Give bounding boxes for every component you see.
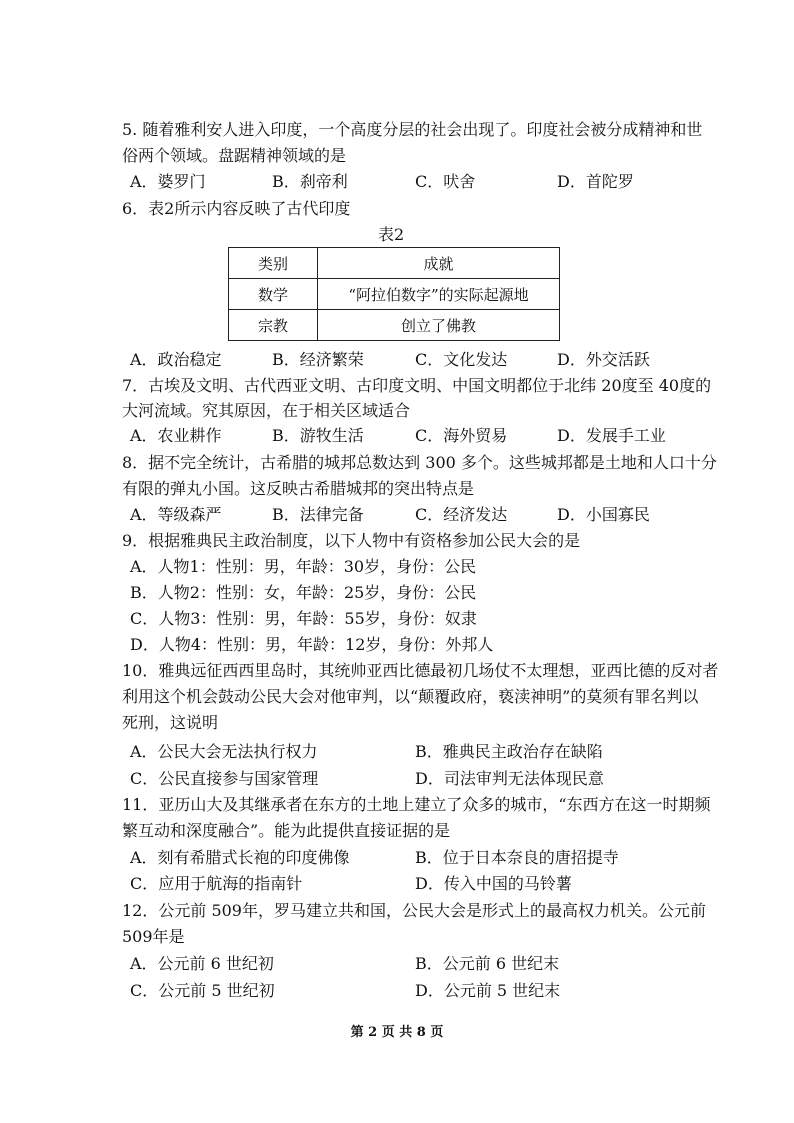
q12-option-d: D．公元前 5 世纪末	[415, 981, 561, 1000]
q7-option-d: D．发展手工业	[557, 426, 666, 445]
q9-option-d: D．人物4：性别：男，年龄：12岁，身份：外邦人	[130, 635, 494, 654]
q8-option-d: D．小国寡民	[557, 505, 650, 524]
table-cell: 宗教	[229, 310, 318, 341]
table-header-achievement: 成就	[318, 248, 560, 279]
q5-option-b: B．刹帝利	[272, 172, 348, 191]
q8-stem-line-1: 8．据不完全统计，古希腊的城邦总数达到 300 多个。这些城邦都是土地和人口十分	[122, 453, 717, 472]
table-header-row	[229, 248, 560, 279]
table-row	[229, 279, 560, 310]
q10-option-c: C．公民直接参与国家管理	[130, 769, 319, 788]
q8-stem-line-2: 有限的弹丸小国。这反映古希腊城邦的突出特点是	[122, 479, 475, 498]
q7-option-a: A．农业耕作	[130, 426, 222, 445]
q7-option-b: B．游牧生活	[272, 426, 364, 445]
table-cell: “阿拉伯数字”的实际起源地	[318, 279, 560, 310]
table-row	[229, 310, 560, 341]
q11-stem-line-2: 繁互动和深度融合”。能为此提供直接证据的是	[122, 821, 451, 840]
q6-option-d: D．外交活跃	[557, 350, 650, 369]
q8-option-a: A．等级森严	[130, 505, 222, 524]
table-cell: 创立了佛教	[318, 310, 560, 341]
q5-option-a: A．婆罗门	[130, 172, 206, 191]
q9-option-b: B．人物2：性别：女，年龄：25岁，身份：公民	[130, 583, 477, 602]
q12-stem-line-2: 509年是	[122, 927, 185, 946]
q7-stem-line-2: 大河流域。究其原因，在于相关区域适合	[122, 401, 411, 420]
q10-stem-line-2: 利用这个机会鼓动公民大会对他审判，以“颠覆政府，亵渎神明”的莫须有罪名判以	[122, 687, 699, 706]
q5-stem-line-2: 俗两个领域。盘踞精神领域的是	[122, 146, 347, 165]
q5-option-c: C．吠舍	[415, 172, 476, 191]
q6-option-c: C．文化发达	[415, 350, 508, 369]
q10-option-b: B．雅典民主政治存在缺陷	[415, 742, 603, 761]
q11-option-d: D．传入中国的马铃薯	[415, 874, 572, 893]
q9-option-a: A．人物1：性别：男，年龄：30岁，身份：公民	[130, 557, 477, 576]
q12-stem-line-1: 12．公元前 509年，罗马建立共和国，公民大会是形式上的最高权力机关。公元前	[122, 901, 706, 920]
q11-option-b: B．位于日本奈良的唐招提寺	[415, 848, 619, 867]
table-caption: 表2	[378, 225, 405, 244]
q11-option-c: C．应用于航海的指南针	[130, 874, 303, 893]
q10-option-d: D．司法审判无法体现民意	[415, 769, 604, 788]
table-header-category: 类别	[229, 248, 318, 279]
q10-stem-line-3: 死刑，这说明	[122, 713, 219, 732]
q7-option-c: C．海外贸易	[415, 426, 508, 445]
q11-option-a: A．刻有希腊式长袍的印度佛像	[130, 848, 350, 867]
q10-option-a: A．公民大会无法执行权力	[130, 742, 318, 761]
q8-option-b: B．法律完备	[272, 505, 364, 524]
q12-option-c: C．公元前 5 世纪初	[130, 981, 275, 1000]
q9-option-c: C．人物3：性别：男，年龄：55岁，身份：奴隶	[130, 609, 477, 628]
q8-option-c: C．经济发达	[415, 505, 508, 524]
q5-option-d: D．首陀罗	[557, 172, 634, 191]
q12-option-b: B．公元前 6 世纪末	[415, 954, 560, 973]
q7-stem-line-1: 7．古埃及文明、古代西亚文明、古印度文明、中国文明都位于北纬 20度至 40度的	[122, 376, 712, 395]
q12-option-a: A．公元前 6 世纪初	[130, 954, 274, 973]
q6-stem-line-1: 6．表2所示内容反映了古代印度	[122, 199, 351, 218]
q6-option-b: B．经济繁荣	[272, 350, 364, 369]
q5-stem-line-1: 5. 随着雅利安人进入印度，一个高度分层的社会出现了。印度社会被分成精神和世	[122, 120, 703, 139]
page-number-footer: 第 2 页 共 8 页	[350, 1025, 444, 1040]
achievement-table	[228, 247, 560, 341]
q9-stem-line-1: 9．根据雅典民主政治制度，以下人物中有资格参加公民大会的是	[122, 531, 581, 550]
table-cell: 数学	[229, 279, 318, 310]
q11-stem-line-1: 11．亚历山大及其继承者在东方的土地上建立了众多的城市，“东西方在这一时期频	[122, 795, 711, 814]
q6-option-a: A．政治稳定	[130, 350, 222, 369]
q10-stem-line-1: 10．雅典远征西西里岛时，其统帅亚西比德最初几场仗不太理想，亚西比德的反对者	[122, 661, 719, 680]
